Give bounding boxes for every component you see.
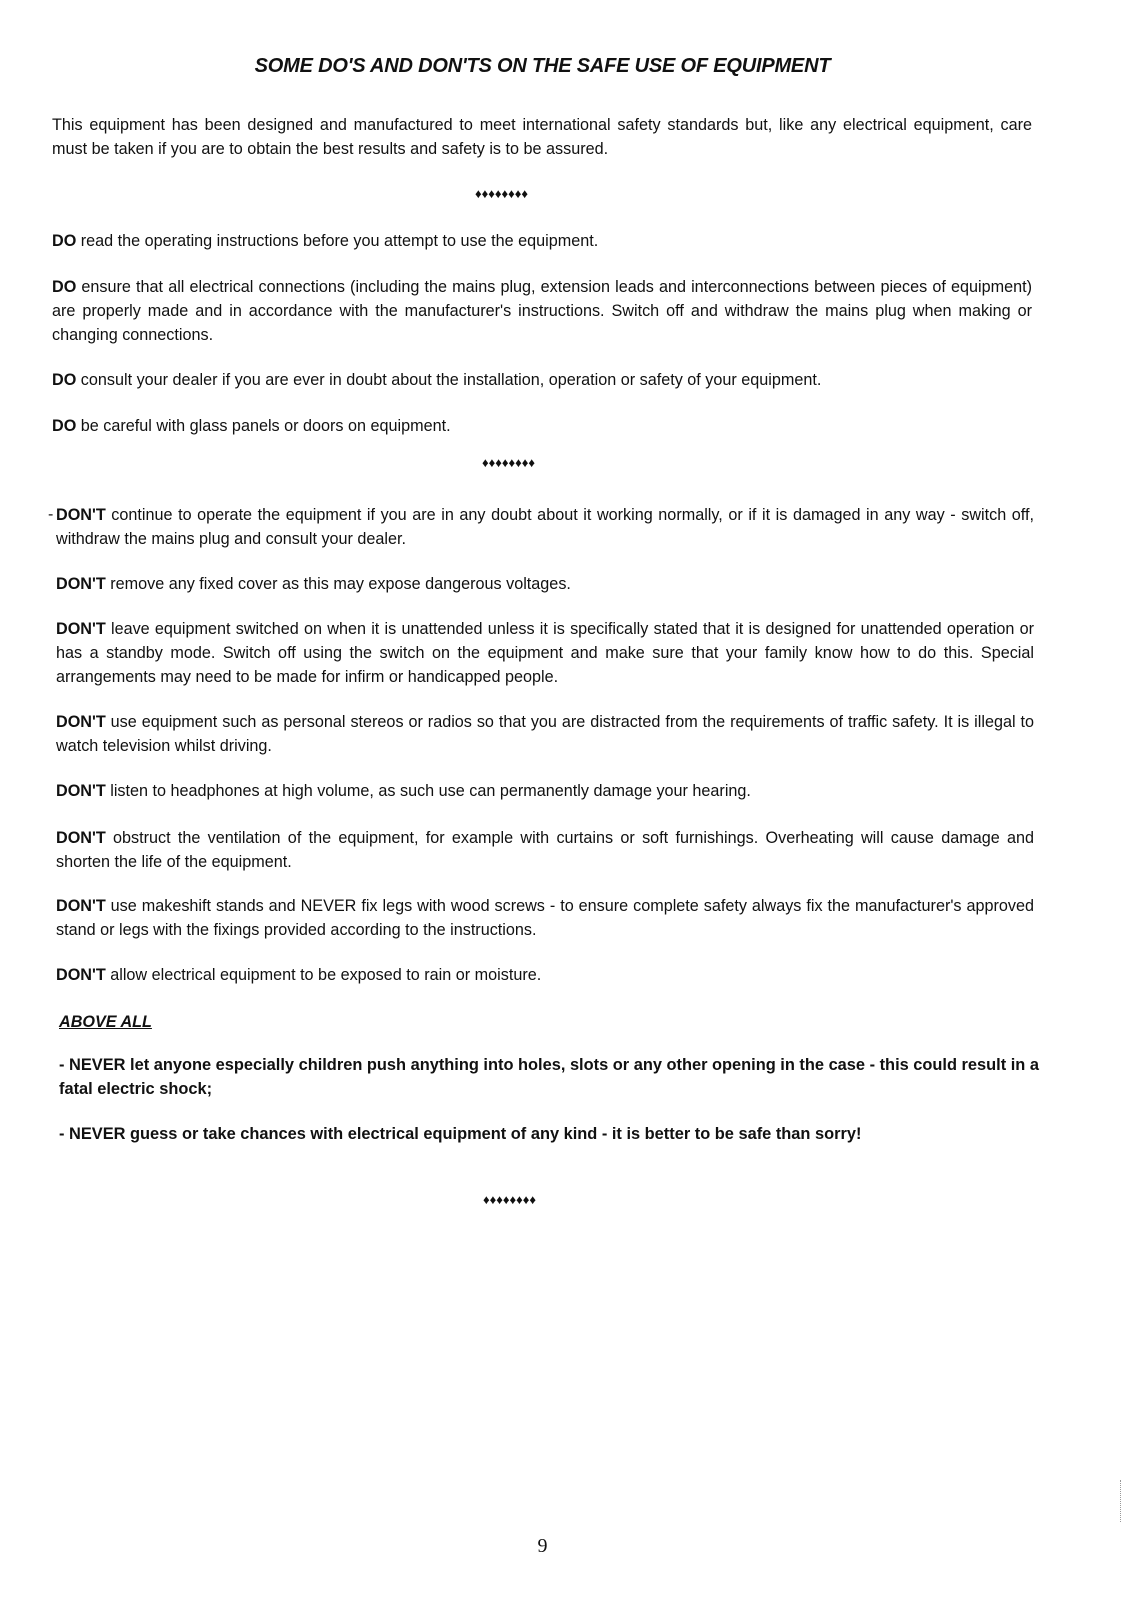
do-item (52, 368, 1032, 392)
dont-item (56, 894, 1034, 942)
dont-label: DON'T (56, 575, 106, 593)
do-text: ensure that all electrical connections (including the mains plug, extension leads and interconnections between pieces of equipment) are properly made and in accordance with the manufacturer's instructions. Switch off and withdraw the mains plug when making or changing connections. (52, 278, 1032, 344)
dont-label: DON'T (56, 782, 106, 800)
do-text: be careful with glass panels or doors on equipment. (76, 417, 451, 435)
dont-item (56, 572, 1034, 596)
do-item (52, 275, 1032, 347)
dont-text: leave equipment switched on when it is unattended unless it is specifically stated that it is designed for unattended operation or has a standby mode. Switch off using the switch on the equipment and make sure that your family know how to do this. Special arrangements may need to be made for infirm or handicapped people. (56, 620, 1034, 686)
dont-text: remove any fixed cover as this may expose dangerous voltages. (105, 575, 571, 593)
dont-item (56, 503, 1034, 551)
dont-text: use makeshift stands and NEVER fix legs with wood screws - to ensure complete safety always fix the manufacturer's approved stand or legs with the fixings provided according to the instructions. (56, 897, 1034, 939)
dont-item (56, 963, 1034, 987)
dont-item (56, 826, 1034, 874)
dont-item (56, 617, 1034, 689)
do-item (52, 414, 1032, 438)
above-all-heading: ABOVE ALL (59, 1013, 152, 1031)
intro-paragraph: This equipment has been designed and manufactured to meet international safety standards but, like any electrical equipment, care must be taken if you are to obtain the best results and safety is to be assured. (52, 116, 1032, 158)
do-label: DO (52, 278, 77, 296)
never-warning: - NEVER guess or take chances with electrical equipment of any kind - it is better to be safe than sorry! (59, 1125, 862, 1143)
never-warning: - NEVER let anyone especially children push anything into holes, slots or any other opening in the case - this could result in a fatal electric shock; (59, 1056, 1039, 1098)
dont-text: listen to headphones at high volume, as such use can permanently damage your hearing. (105, 782, 751, 800)
do-text: read the operating instructions before you attempt to use the equipment. (76, 232, 599, 250)
diamond-separator: ♦♦♦♦♦♦♦♦ (475, 186, 529, 201)
do-item (52, 229, 1032, 253)
margin-dash-mark: - (48, 506, 54, 523)
dont-text: use equipment such as personal stereos or radios so that you are distracted from the requirements of traffic safety. It is illegal to watch television whilst driving. (56, 713, 1034, 755)
dont-item (56, 710, 1034, 758)
do-text: consult your dealer if you are ever in doubt about the installation, operation or safety of your equipment. (76, 371, 822, 389)
diamond-separator: ♦♦♦♦♦♦♦♦ (482, 455, 536, 470)
dont-label: DON'T (56, 829, 106, 847)
diamond-separator: ♦♦♦♦♦♦♦♦ (483, 1192, 537, 1207)
dont-text: obstruct the ventilation of the equipment, for example with curtains or soft furnishings. Overheating will cause damage and shorten the life of the equipment. (56, 829, 1034, 871)
do-label: DO (52, 232, 77, 250)
dont-label: DON'T (56, 620, 106, 638)
dont-label: DON'T (56, 966, 106, 984)
do-label: DO (52, 371, 77, 389)
dont-text: allow electrical equipment to be exposed to rain or moisture. (105, 966, 542, 984)
dont-label: DON'T (56, 897, 106, 915)
dont-text: continue to operate the equipment if you are in any doubt about it working normally, or if it is damaged in any way - switch off, withdraw the mains plug and consult your dealer. (56, 506, 1034, 548)
dont-item (56, 779, 1034, 803)
page-number: 9 (537, 1535, 548, 1557)
page-title: SOME DO'S AND DON'TS ON THE SAFE USE OF EQUIPMENT (254, 55, 831, 77)
dont-label: DON'T (56, 713, 106, 731)
dont-label: DON'T (56, 506, 106, 524)
do-label: DO (52, 417, 77, 435)
scan-edge-mark (1120, 1480, 1122, 1522)
